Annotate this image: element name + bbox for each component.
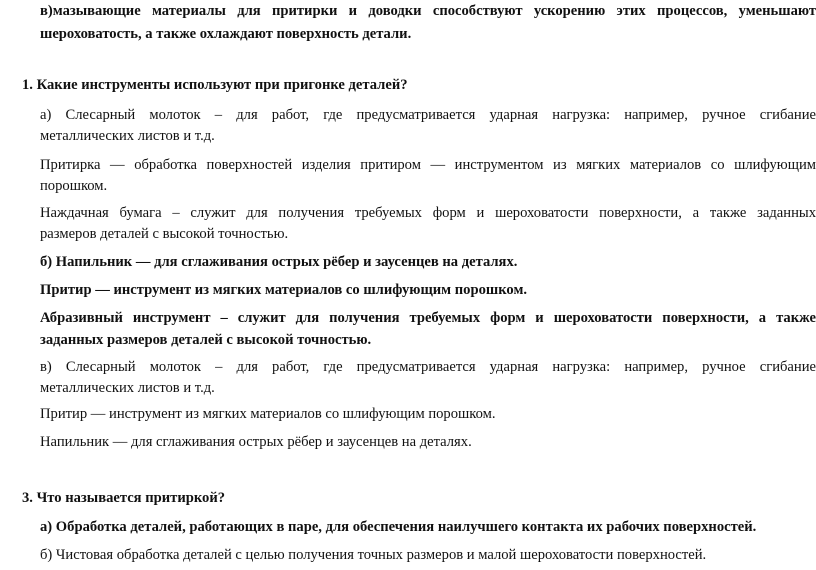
answer-a-pritirka-line-1: Притирка — обработка поверхностей изделия притиром — инструментом из мягких материалов со шлифующим <box>40 157 816 173</box>
intro-line-2: шероховатость, а также охлаждают поверхность детали. <box>40 26 412 42</box>
question-3-answer-b: б) Чистовая обработка деталей с целью получения точных размеров и малой шероховатости поверхностей. <box>40 547 707 563</box>
answer-c-hammer-line-1: в) Слесарный молоток – для работ, где предусматривается ударная нагрузка: например, ручное сгибание <box>40 359 816 375</box>
intro-line-1: в)мазывающие материалы для притирки и доводки способствуют ускорению этих процессов, уменьшают <box>40 3 816 19</box>
answer-b-abrasive-line-2: заданных размеров деталей с высокой точностью. <box>40 332 372 348</box>
answer-a-sandpaper-line-1: Наждачная бумага – служит для получения требуемых форм и шероховатости поверхности, а также заданных <box>40 205 816 221</box>
answer-b-lap: Притир — инструмент из мягких материалов со шлифующим порошком. <box>40 282 528 298</box>
answer-a-line-2: металлических листов и т.д. <box>40 128 215 144</box>
answer-c-lap: Притир — инструмент из мягких материалов со шлифующим порошком. <box>40 406 496 422</box>
answer-b-abrasive-line-1: Абразивный инструмент – служит для получения требуемых форм и шероховатости поверхности, а также <box>40 310 816 326</box>
answer-c-file: Напильник — для сглаживания острых рёбер и заусенцев на деталях. <box>40 434 472 450</box>
answer-a-sandpaper-line-2: размеров деталей с высокой точностью. <box>40 226 289 242</box>
answer-a-line-1: а) Слесарный молоток – для работ, где предусматривается ударная нагрузка: например, ручное сгибание <box>40 107 816 123</box>
answer-a-pritirka-line-2: порошком. <box>40 178 108 194</box>
question-3-title: 3. Что называется притиркой? <box>22 490 226 506</box>
answer-c-hammer-line-2: металлических листов и т.д. <box>40 380 215 396</box>
question-1-title: 1. Какие инструменты используют при пригонке деталей? <box>22 77 408 93</box>
answer-b-file: б) Напильник — для сглаживания острых рёбер и заусенцев на деталях. <box>40 254 518 270</box>
question-3-answer-a: а) Обработка деталей, работающих в паре, для обеспечения наилучшего контакта их рабочих поверхностей. <box>40 519 757 535</box>
